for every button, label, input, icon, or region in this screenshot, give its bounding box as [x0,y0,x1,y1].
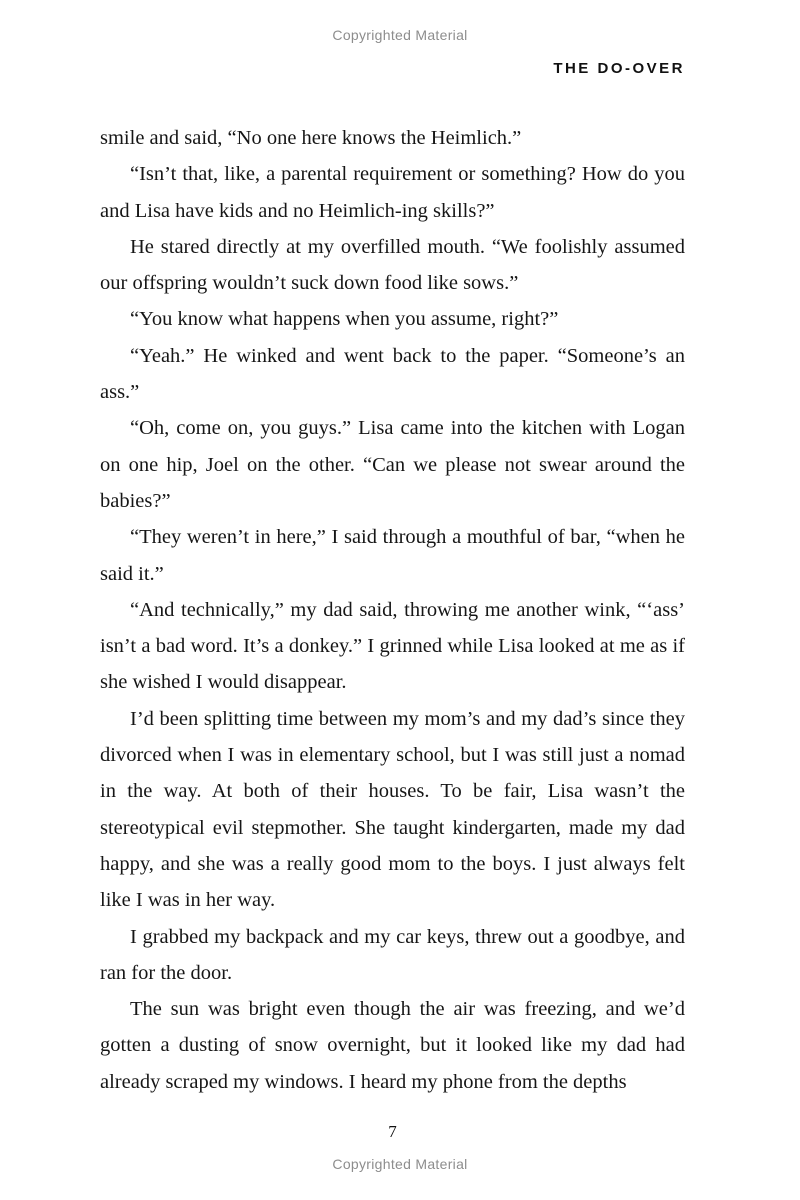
copyright-notice-bottom: Copyrighted Material [332,1156,468,1172]
paragraph: The sun was bright even though the air was freezing, and we’d gotten a dusting of snow overnight, but it looked like my dad had already scraped my windows. I heard my phone from the depths [100,998,685,1093]
body-text [100,120,685,1100]
paragraph: I grabbed my backpack and my car keys, threw out a goodbye, and ran for the door. [100,925,685,984]
page-number: 7 [388,1122,397,1141]
paragraph: “And technically,” my dad said, throwing me another wink, “‘ass’ isn’t a bad word. It’s a donkey.” I grinned while Lisa looked at me as if she wished I would disappear. [100,598,685,694]
paragraph: “Isn’t that, like, a parental requirement or something? How do you and Lisa have kids and no Heimlich-ing skills?” [100,163,685,222]
paragraph: “Yeah.” He winked and went back to the paper. “Someone’s an ass.” [100,344,685,404]
copyright-notice-top: Copyrighted Material [332,27,468,43]
paragraph: “They weren’t in here,” I said through a mouthful of bar, “when he said it.” [100,526,685,585]
paragraph: “You know what happens when you assume, right?” [130,308,559,331]
running-header: THE DO-OVER [553,60,685,77]
paragraph: smile and said, “No one here knows the Heimlich.” [100,127,522,149]
paragraph: I’d been splitting time between my mom’s and my dad’s since they divorced when I was in elementary school, but I was still just a nomad in the way. At both of their houses. To be fair, Lisa wasn’t the stereotypical evil stepmother. She taught kindergarten, made my dad happy, and she was a really good mom to the boys. I just always felt like I was in her way. [100,707,685,912]
paragraph: “Oh, come on, you guys.” Lisa came into the kitchen with Logan on one hip, Joel on the other. “Can we please not swear around the babies?” [100,417,685,512]
paragraph: He stared directly at my overfilled mouth. “We foolishly assumed our offspring wouldn’t suck down food like sows.” [100,235,685,295]
